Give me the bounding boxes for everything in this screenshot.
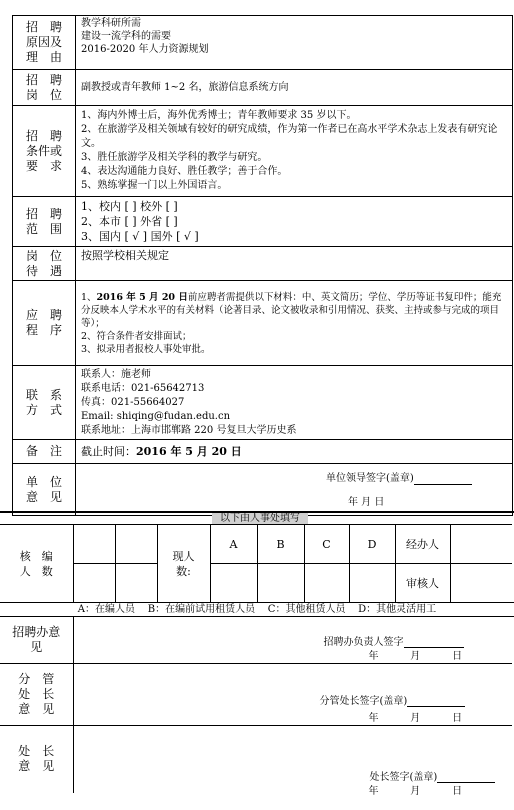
row-head-opinion bbox=[0, 725, 512, 793]
approval-table bbox=[0, 617, 512, 797]
contact-phone: 联系电话：021-65642713 bbox=[81, 382, 205, 394]
procedure-content bbox=[76, 281, 513, 366]
quota-cell[interactable] bbox=[115, 564, 157, 603]
col-a: A bbox=[210, 525, 257, 564]
col-c: C bbox=[304, 525, 349, 564]
col-b: B bbox=[257, 525, 304, 564]
unit-date[interactable]: 年 月 日 bbox=[348, 497, 385, 508]
scope-line-2: 2、本市 [ ] 外省 [ ] bbox=[81, 215, 178, 228]
procedure-step-1: 1、2016 年 5 月 20 日前应聘者需提供以下材料：中、英文简历；学位、学历等证书复印件；能充分反映本人学术水平的有关材料（论著目录、论文被收录和引用情况、获奖、主持或参与完成的项目等）； bbox=[81, 291, 502, 329]
count-b-field[interactable] bbox=[257, 564, 304, 603]
remarks-content: 截止时间：2016 年 5 月 20 日 bbox=[76, 440, 513, 464]
handler-label: 经办人 bbox=[395, 525, 450, 564]
label-office-opinion: 招聘办意 见 bbox=[0, 617, 73, 663]
row-remarks bbox=[13, 440, 513, 464]
count-d-field[interactable] bbox=[349, 564, 395, 603]
reviewer-field[interactable] bbox=[450, 564, 512, 603]
row-division-opinion bbox=[0, 663, 512, 725]
office-signature-line[interactable]: 招聘办负责人签字 bbox=[324, 633, 464, 648]
reviewer-label: 审核人 bbox=[395, 564, 450, 603]
label-treatment: 岗 位 待 遇 bbox=[13, 247, 76, 281]
head-signature-line[interactable]: 处长签字(盖章) bbox=[370, 768, 496, 783]
row-scope bbox=[13, 197, 513, 247]
recruitment-table bbox=[12, 15, 513, 516]
office-date[interactable]: 年 月 日 bbox=[368, 651, 463, 662]
count-c-field[interactable] bbox=[304, 564, 349, 603]
deadline: 2016 年 5 月 20 日 bbox=[136, 445, 242, 458]
division-date[interactable]: 年 月 日 bbox=[368, 712, 463, 724]
contact-address: 联系地址：上海市邯郸路 220 号复旦大学历史系 bbox=[81, 424, 297, 436]
scope-line-1: 1、校内 [ ] 校外 [ ] bbox=[81, 200, 178, 213]
handler-field[interactable] bbox=[450, 525, 512, 564]
label-remarks: 备 注 bbox=[13, 440, 76, 464]
contact-email[interactable]: Email: shiqing@fudan.edu.cn bbox=[81, 410, 231, 422]
treatment-content: 按照学校相关规定 bbox=[76, 247, 513, 281]
quota-cell[interactable] bbox=[115, 525, 157, 564]
count-a-field[interactable] bbox=[210, 564, 257, 603]
contact-fax: 传真：021-55664027 bbox=[81, 396, 185, 408]
label-current: 现人 数: bbox=[157, 525, 210, 603]
quota-cell[interactable] bbox=[73, 564, 115, 603]
row-unit-opinion bbox=[13, 464, 513, 516]
contact-content bbox=[76, 366, 513, 440]
unit-signature-line[interactable]: 单位领导签字(盖章) bbox=[326, 472, 472, 485]
scope-line-3: 3、国内 [ √ ] 国外 [ √ ] bbox=[81, 230, 199, 243]
label-procedure: 应 聘 程 序 bbox=[13, 281, 76, 366]
row-position bbox=[13, 70, 513, 106]
row-office-opinion bbox=[0, 617, 512, 663]
col-d: D bbox=[349, 525, 395, 564]
hr-quota-table bbox=[0, 524, 512, 603]
label-unit-opinion: 单 位 意 见 bbox=[13, 464, 76, 516]
procedure-step-3: 3、拟录用者报校人事处审批。 bbox=[81, 343, 211, 355]
label-reason: 招 聘 原因及 理 由 bbox=[13, 16, 76, 70]
reason-content: 教学科研所需 建设一流学科的需要 2016-2020 年人力资源规划 bbox=[76, 16, 513, 70]
category-legend: A：在编人员 B：在编前试用租赁人员 C：其他租赁人员 D：其他灵活用工 bbox=[0, 602, 514, 617]
row-requirements bbox=[13, 106, 513, 197]
label-position: 招 聘 岗 位 bbox=[13, 70, 76, 106]
row-reason bbox=[13, 16, 513, 70]
requirements-content: 1、海内外博士后，海外优秀博士；青年教师要求 35 岁以下。 2、在旅游学及相关领域有较好的研究成绩，作为第一作者已在高水平学术杂志上发表有研究论文。 3、胜任旅游学及相关学科的教学与研究。 4、表达沟通能力良好、胜任教学；善于合作。 5、熟练掌握一门以上外国语言。 bbox=[76, 106, 513, 197]
row-treatment bbox=[13, 247, 513, 281]
hr-row-2 bbox=[0, 564, 512, 603]
division-signature-line[interactable]: 分管处长签字(盖章) bbox=[320, 692, 466, 707]
head-opinion-content bbox=[73, 725, 512, 797]
label-head-opinion: 处 长 意 见 bbox=[0, 725, 73, 793]
label-quota: 核 编 人 数 bbox=[0, 525, 73, 603]
contact-person: 联系人：施老师 bbox=[81, 368, 151, 380]
division-opinion-content bbox=[73, 663, 512, 725]
quota-cell[interactable] bbox=[73, 525, 115, 564]
row-contact bbox=[13, 366, 513, 440]
hr-banner: 以下由人事处填写 bbox=[0, 511, 514, 524]
hr-row-1 bbox=[0, 525, 512, 564]
label-division-opinion: 分 管 处 长 意 见 bbox=[0, 663, 73, 725]
label-scope: 招 聘 范 围 bbox=[13, 197, 76, 247]
row-procedure bbox=[13, 281, 513, 366]
unit-opinion-content bbox=[76, 464, 513, 516]
head-date[interactable]: 年 月 日 bbox=[368, 785, 463, 797]
office-opinion-content bbox=[73, 617, 512, 663]
label-requirements: 招 聘 条件或 要 求 bbox=[13, 106, 76, 197]
position-content: 副教授或青年教师 1~2 名，旅游信息系统方向 bbox=[76, 70, 513, 106]
scope-content bbox=[76, 197, 513, 247]
label-contact: 联 系 方 式 bbox=[13, 366, 76, 440]
procedure-step-2: 2、符合条件者安排面试； bbox=[81, 330, 192, 342]
